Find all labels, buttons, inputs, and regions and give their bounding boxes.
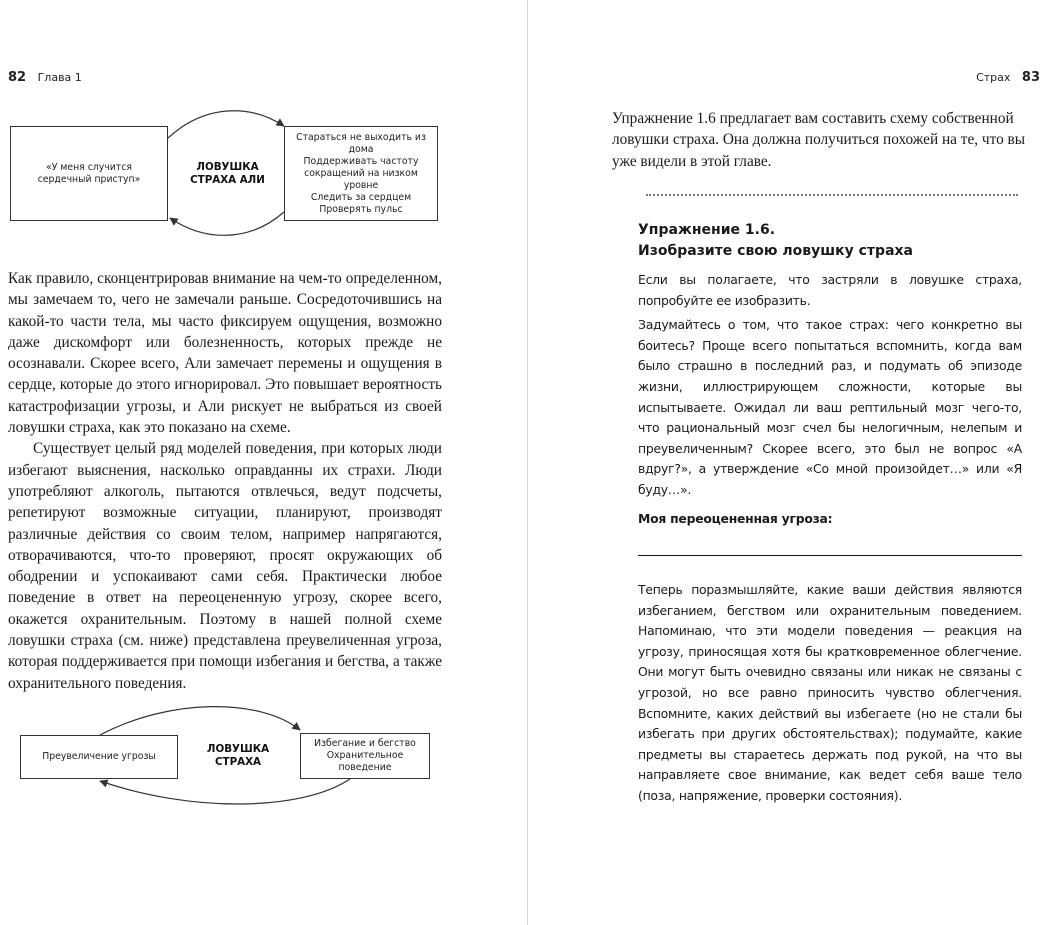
body-text	[8, 268, 442, 694]
chapter-label: Глава 1	[37, 71, 82, 84]
dotted-divider	[646, 194, 1018, 196]
trap-label: ЛОВУШКА СТРАХА АЛИ	[190, 161, 265, 186]
threat-box	[20, 735, 178, 779]
threat-box	[10, 126, 168, 221]
fear-trap-diagram	[0, 700, 527, 812]
exercise-box	[638, 220, 1022, 533]
behaviors-box	[284, 126, 438, 221]
behaviors-box	[300, 733, 430, 779]
trap-label: ЛОВУШКА СТРАХА	[206, 743, 270, 768]
answer-line	[638, 555, 1022, 556]
intro-text	[612, 108, 1046, 172]
exercise-title: Изобразите свою ловушку страха	[638, 243, 913, 259]
page-number: 83	[1021, 70, 1040, 85]
right-running-head	[976, 70, 1040, 85]
left-running-head	[8, 70, 82, 85]
behavior-item: Избегание и бегство	[314, 738, 416, 749]
threat-text: Преувеличение угрозы	[42, 751, 156, 762]
behavior-item: Охранительное поведение	[326, 750, 404, 773]
threat-text: «У меня случится сердечный приступ»	[37, 161, 141, 185]
exercise-paragraph: Если вы полагаете, что застряли в ловушке страха, попробуйте ее изобразить.	[638, 272, 1022, 308]
exercise-prompt: Моя переоцененная угроза:	[638, 510, 833, 526]
exercise-continued	[638, 580, 1022, 811]
right-page	[528, 0, 1048, 925]
behavior-item: Стараться не выходить из дома	[296, 131, 426, 155]
chapter-label: Страх	[976, 71, 1011, 84]
exercise-number: Упражнение 1.6.	[638, 222, 776, 238]
paragraph: Существует целый ряд моделей поведения, при которых люди избегают выяснения, насколько оправданны их страхи. Люди употребляют алкоголь, пытаются отвлечься, ведут подсчеты, репетируют возможные ситуации, планируют, производят различные действия со своим телом, например напрягаются, отворачиваются, что-то проверяют, просят окружающих об ободрении и успокаивают сами себя. Практически любое поведение в ответ на переоцененную угрозу, скорее всего, окажется охранительным. Поэтому в нашей полной схеме ловушки страха (см. ниже) представлена преувеличенная угроза, которая поддерживается при помощи избегания и бегства, а также охранительного поведения.	[8, 440, 442, 692]
paragraph: Упражнение 1.6 предлагает вам составить схему собственной ловушки страха. Она должна получиться похожей на те, что вы уже видели в этой главе.	[612, 110, 1026, 170]
fear-trap-diagram-ali	[0, 112, 527, 242]
page-number: 82	[8, 70, 27, 85]
behavior-item: Поддерживать частоту сокращений на низком уровне	[303, 155, 419, 191]
exercise-paragraph: Теперь поразмышляйте, какие ваши действия являются избеганием, бегством или охранительным поведением. Напоминаю, что эти модели поведения — реакция на угрозу, приносящая хотя бы кратковременное облегчение. Они могут быть очевидно связаны или никак не связаны с угрозой, но все равно приносить чувство облегчения. Вспомните, каких действий вы избегаете (но не стали бы избегать при других обстоятельствах); подумайте, какие предметы вы стараетесь держать под рукой, на что вы направляете свое внимание, как ведет себя ваше тело (поза, напряжение, проверки состояния).	[638, 582, 1022, 803]
behavior-item: Следить за сердцем	[310, 191, 412, 203]
paragraph: Как правило, сконцентрировав внимание на чем-то определенном, мы замечаем то, чего не замечали раньше. Сосредоточившись на какой-то части тела, мы часто фиксируем ощущения, возможно даже дискомфорт или болезненность, которых прежде не осознавали. Скорее всего, Али замечает перемены и ощущения в сердце, которые до этого игнорировал. Это повышает вероятность катастрофизации угрозы, и Али рискует не выбраться из своей ловушки страха, как это показано на схеме.	[8, 270, 442, 437]
behavior-item: Проверять пульс	[319, 203, 403, 215]
exercise-paragraph: Задумайтесь о том, что такое страх: чего конкретно вы боитесь? Проще всего попытаться вспомнить, когда вам было страшно в последний раз, и подумать об эпизоде жизни, иллюстрирующем сложности, которые вы испытываете. Ожидал ли ваш рептильный мозг чего-то, что рациональный мозг счел бы нелогичным, нелепым и преувеличенным? Скорее всего, это был не вопрос «А вдруг?», а утверждение «Со мной произойдет…» или «Я буду…».	[638, 317, 1022, 497]
